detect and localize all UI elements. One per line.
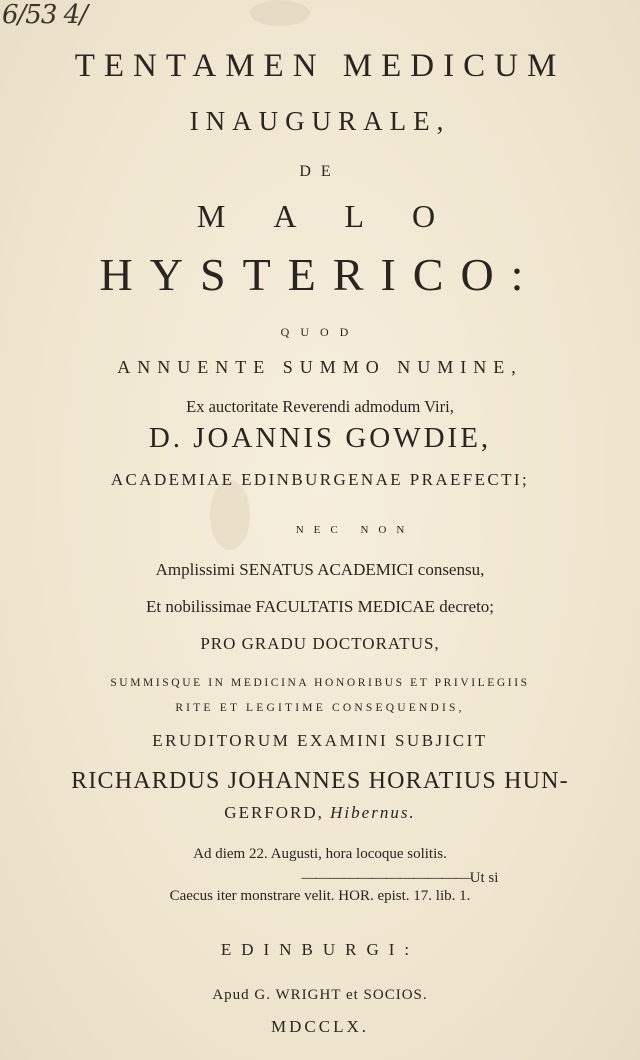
- quote-line-1: [0, 870, 640, 887]
- edinburgi-line: EDINBURGI:: [220, 940, 420, 959]
- ex-auctoritate-line: Ex auctoritate Reverendi admodum Viri,: [186, 397, 454, 416]
- author-surname-end: GERFORD,: [224, 803, 324, 822]
- quod-line: QUOD: [280, 325, 360, 339]
- pro-gradu-line: PRO GRADU DOCTORATUS,: [200, 634, 440, 653]
- summisque-line: SUMMISQUE IN MEDICINA HONORIBUS ET PRIVILEGIIS: [110, 677, 530, 689]
- quote-start: Ut si: [469, 870, 499, 886]
- year-line: MDCCLX.: [271, 1017, 369, 1036]
- title-line-2: INAUGURALE,: [189, 106, 451, 136]
- author-line-2: [0, 803, 640, 823]
- senatus-line: Amplissimi SENATUS ACADEMICI consensu,: [155, 560, 485, 579]
- rite-line: RITE ET LEGITIME CONSEQUENDIS,: [175, 702, 465, 714]
- title-line-1: TENTAMEN MEDICUM: [74, 48, 566, 84]
- paper-stain: [250, 0, 310, 26]
- academiae-line: ACADEMIAE EDINBURGENAE PRAEFECTI;: [110, 470, 530, 489]
- paper-stain: [210, 480, 250, 550]
- quote-dash: ————————————: [301, 870, 470, 886]
- ad-diem-line: Ad diem 22. Augusti, hora locoque solitis.: [193, 846, 447, 862]
- quote-line-2: Caecus iter monstrare velit. HOR. epist. 17. lib. 1.: [169, 888, 471, 904]
- annuente-line: ANNUENTE SUMMO NUMINE,: [117, 357, 523, 377]
- eruditorum-line: ERUDITORUM EXAMINI SUBJICIT: [152, 731, 488, 750]
- hysterico-line: HYSTERICO:: [99, 249, 541, 300]
- facultatis-line: Et nobilissimae FACULTATIS MEDICAE decreto;: [145, 597, 495, 616]
- author-origin: Hibernus.: [330, 803, 416, 822]
- shelfmark: 6/53 4/: [2, 0, 87, 30]
- gowdie-line: D. JOANNIS GOWDIE,: [148, 422, 492, 454]
- de-line: DE: [299, 163, 341, 180]
- malo-line: MALO: [196, 198, 484, 234]
- nec-non-line: NEC NON: [295, 524, 415, 536]
- author-line-1: RICHARDUS JOHANNES HORATIUS HUN-: [71, 768, 569, 794]
- printer-line: Apud G. WRIGHT et SOCIOS.: [212, 987, 428, 1003]
